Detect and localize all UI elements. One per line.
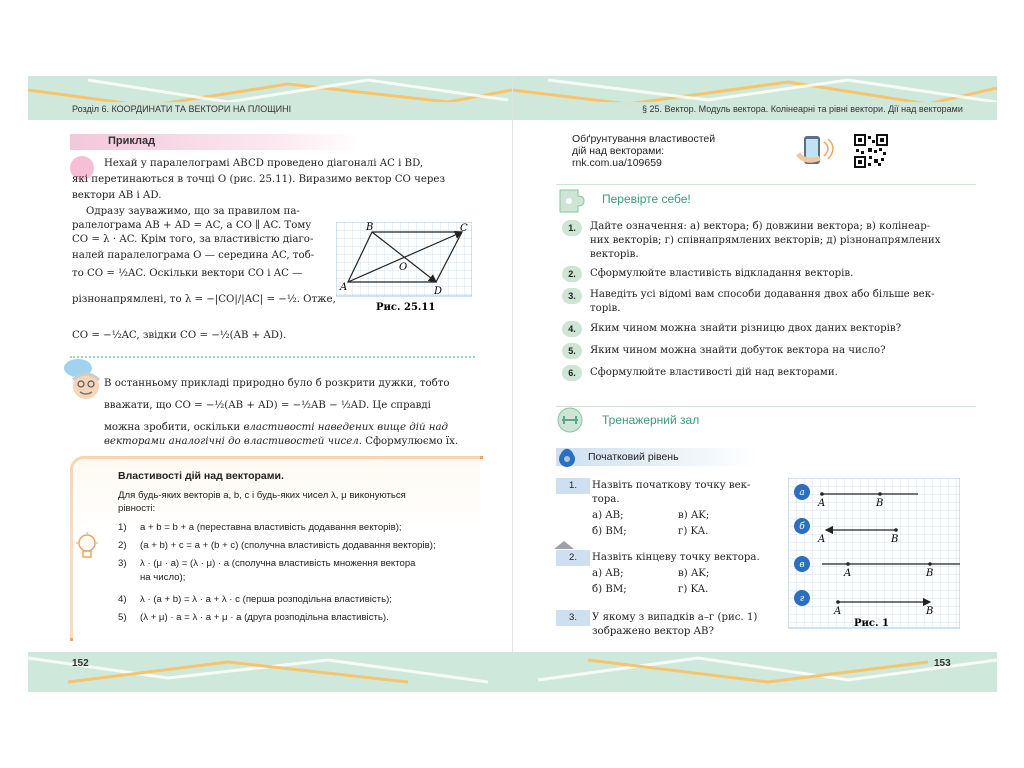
exercise-option: в) AK; — [678, 568, 710, 579]
puzzle-icon — [556, 184, 592, 216]
figure-caption: Рис. 25.11 — [376, 302, 436, 313]
properties-intro-1: Для будь-яких векторів a, b, c і будь-яких чисел λ, μ виконуються — [118, 490, 406, 501]
phone-scan-icon — [796, 134, 840, 168]
check-divider — [556, 184, 976, 185]
solution-line-3: CO = λ · AC. Крім того, за властивістю діаго- — [72, 234, 314, 245]
vector-g-label-b: B — [926, 606, 934, 617]
section-divider — [70, 356, 475, 358]
vector-v-label-a: A — [844, 568, 852, 579]
property-text: (λ + μ) · a = λ · a + μ · a (друга розподільна властивість). — [140, 612, 389, 623]
solution-line-5: то CO = ½AC. Оскільки вектори CO і AC — — [72, 268, 303, 279]
property-num: 2) — [118, 540, 127, 551]
gym-divider — [556, 406, 976, 407]
properties-list — [118, 520, 478, 630]
exercise-number: 3. — [556, 610, 590, 626]
online-resource — [572, 133, 715, 169]
row-badge-v-label: в — [799, 560, 805, 570]
page-number-right: 153 — [934, 658, 951, 669]
vector-a-label-b: B — [876, 498, 884, 509]
qr-code-icon[interactable] — [854, 134, 888, 168]
note-line-1: В останньому прикладі природно було б розкрити дужки, тобто — [104, 378, 450, 389]
row-badge-g-label: г — [799, 594, 805, 604]
question-line: торів. — [590, 303, 621, 314]
resource-line-1: Обґрунтування властивостей — [572, 133, 716, 145]
vector-b-label-a: A — [818, 534, 826, 545]
exercise-line: Назвіть початкову точку век- — [592, 480, 751, 491]
point-label-c: C — [460, 223, 468, 234]
question-number: 4. — [562, 321, 582, 337]
solution-line-6: різнонапрямлені, то λ = −|CO|/|AC| = −½. Отже, — [72, 294, 336, 305]
exercise-option: г) KA. — [678, 584, 709, 595]
solution-line-7: CO = −½AC, звідки CO = −½(AB + AD). — [72, 330, 287, 341]
exercise-option: г) KA. — [678, 526, 709, 537]
property-num: 4) — [118, 594, 127, 605]
question-line: Дайте означення: а) вектора; б) довжини вектора; в) колінеар- — [590, 221, 931, 232]
parallelogram-figure — [336, 222, 472, 314]
properties-intro-2: рівності: — [118, 503, 156, 514]
footer-decoration — [28, 652, 997, 692]
property-text: λ · (μ · a) = (λ · μ) · a (сполучна властивість множення вектора — [140, 558, 416, 569]
vectors-figure — [788, 478, 960, 632]
example-label: Приклад — [108, 135, 156, 147]
point-label-d: D — [434, 286, 443, 297]
exercise-option: в) AK; — [678, 510, 710, 521]
point-label-o: O — [399, 262, 408, 273]
property-num: 3) — [118, 558, 127, 569]
question-line: Сформулюйте властивості дій над векторами. — [590, 367, 838, 378]
exercise-line: У якому з випадків а–г (рис. 1) — [592, 612, 758, 623]
resource-line-2: дій над векторами: — [572, 145, 665, 157]
spine — [512, 76, 513, 692]
gym-icon — [556, 404, 592, 436]
question-line: Яким чином можна знайти різницю двох даних векторів? — [590, 323, 902, 334]
question-number: 2. — [562, 266, 582, 282]
page-number-left: 152 — [72, 658, 89, 669]
question-number: 5. — [562, 343, 582, 359]
point-label-a: A — [340, 282, 348, 293]
vector-b-label-b: B — [891, 534, 899, 545]
exercise-option: а) AB; — [592, 510, 624, 521]
row-badge-b-label: б — [799, 522, 805, 532]
exercise-number: 1. — [556, 478, 590, 494]
question-line: векторів. — [590, 249, 639, 260]
footer-band — [28, 652, 997, 692]
question-line: Яким чином можна знайти добуток вектора на число? — [590, 345, 886, 356]
property-num: 1) — [118, 522, 127, 533]
question-line: Наведіть усі відомі вам способи додавання двох або більше век- — [590, 289, 935, 300]
question-line: Сформулюйте властивість відкладання векторів. — [590, 268, 854, 279]
right-running-header: § 25. Вектор. Модуль вектора. Колінеарні та рівні вектори. Дії над векторами — [642, 104, 963, 114]
solution-line-2: ралелограма AB + AD = AC, а CO ∥ AC. Тому — [72, 220, 312, 231]
solution-line-1: Одразу зауважимо, що за правилом па- — [86, 206, 300, 217]
lightbulb-icon — [76, 532, 98, 562]
vector-v-label-b: B — [926, 568, 934, 579]
property-text: (a + b) + c = a + (b + c) (сполучна властивість додавання векторів); — [140, 540, 436, 551]
property-num: 5) — [118, 612, 127, 623]
kettlebell-icon — [556, 446, 578, 468]
question-number: 1. — [562, 220, 582, 236]
example-label-bar — [70, 134, 360, 150]
note-line-3: можна зробити, оскільки властивості наведених вище дій над — [104, 422, 448, 433]
textbook-spread — [28, 76, 997, 692]
gym-title: Тренажерний зал — [602, 413, 700, 427]
example-intro-1: Нехай у паралелограмі ABCD проведено діагоналі AC і BD, — [104, 158, 424, 169]
note-line-2: вважати, що CO = −½(AB + AD) = −½AB − ½AD. Це справді — [104, 400, 431, 411]
exercise-line: зображено вектор AB? — [592, 626, 714, 637]
question-number: 3. — [562, 288, 582, 304]
property-text: a + b = b + a (переставна властивість додавання векторів); — [140, 522, 402, 533]
vector-a-label-a: A — [818, 498, 826, 509]
solution-line-4: налей паралелограма O — середина AC, тоб- — [72, 250, 315, 261]
point-label-b: B — [366, 222, 374, 233]
check-title: Перевірте себе! — [602, 192, 691, 206]
exercise-option: б) BM; — [592, 584, 627, 595]
note-line-4: векторами аналогічні до властивостей чисел. Сформулюємо їх. — [104, 436, 459, 447]
exercise-line: Назвіть кінцеву точку вектора. — [592, 552, 760, 563]
question-number: 6. — [562, 365, 582, 381]
row-badge-a-label: а — [799, 488, 805, 498]
exercise-number: 2. — [556, 550, 590, 566]
exercise-option: б) BM; — [592, 526, 627, 537]
properties-title: Властивості дій над векторами. — [118, 470, 284, 482]
example-intro-3: вектори AB і AD. — [72, 190, 162, 201]
professor-avatar-icon — [62, 358, 106, 402]
vector-g-label-a: A — [834, 606, 842, 617]
level-marker-icon — [554, 539, 574, 549]
level-title: Початковий рівень — [588, 451, 679, 463]
property-text: λ · (a + b) = λ · a + λ · c (перша розподільна властивість); — [140, 594, 392, 605]
question-line: них векторів; г) співнапрямлених векторів; д) різнонапрямлених — [590, 235, 941, 246]
figure-1-caption: Рис. 1 — [854, 618, 889, 629]
property-text: на число); — [140, 572, 186, 583]
example-intro-2: які перетинаються в точці O (рис. 25.11). Виразимо вектор CO через — [72, 174, 446, 185]
resource-link[interactable]: rnk.com.ua/109659 — [572, 157, 662, 169]
exercise-line: тора. — [592, 494, 620, 505]
left-running-header: Розділ 6. КООРДИНАТИ ТА ВЕКТОРИ НА ПЛОЩИНІ — [72, 104, 292, 114]
exercise-option: а) AB; — [592, 568, 624, 579]
